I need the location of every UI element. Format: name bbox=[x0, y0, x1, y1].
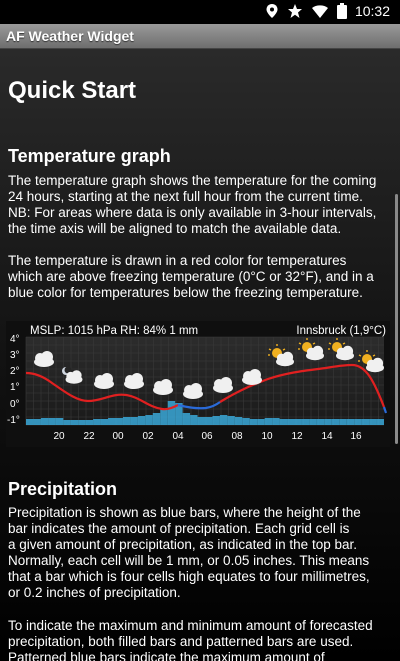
precipitation-bar bbox=[130, 417, 137, 425]
precipitation-bar bbox=[63, 420, 70, 425]
precipitation-bar bbox=[354, 419, 361, 425]
precipitation-bar bbox=[205, 417, 212, 425]
precipitation-bar bbox=[168, 401, 175, 425]
precipitation-bar bbox=[93, 419, 100, 425]
precipitation-bar bbox=[317, 419, 324, 425]
x-tick: 22 bbox=[83, 431, 95, 442]
location-icon bbox=[265, 3, 279, 19]
precipitation-bar bbox=[257, 419, 264, 425]
precipitation-bar bbox=[145, 415, 152, 425]
x-tick: 10 bbox=[261, 431, 273, 442]
precipitation-bar bbox=[295, 419, 302, 425]
battery-icon bbox=[337, 3, 347, 19]
precipitation-bar bbox=[242, 418, 249, 425]
x-tick: 14 bbox=[321, 431, 333, 442]
precipitation-bar bbox=[250, 419, 257, 425]
section-heading-temperature: Temperature graph bbox=[8, 146, 171, 166]
precipitation-bar bbox=[116, 418, 123, 425]
x-tick: 02 bbox=[142, 431, 154, 442]
section-heading-precipitation: Precipitation bbox=[8, 479, 118, 499]
precipitation-bar bbox=[198, 417, 205, 425]
precipitation-bar bbox=[309, 419, 316, 425]
page-title: Quick Start bbox=[8, 77, 137, 104]
app-title-bar bbox=[0, 24, 400, 49]
precipitation-bar bbox=[71, 420, 78, 425]
precipitation-bar bbox=[153, 413, 160, 425]
temperature-line-below-freezing bbox=[384, 407, 386, 413]
star-icon bbox=[287, 3, 303, 19]
precipitation-bar bbox=[377, 419, 384, 425]
precipitation-bar bbox=[78, 420, 85, 425]
precipitation-paragraph-2: To indicate the maximum and minimum amount of forecasted precipitation, both filled bars and patterned bars are used. Patterned blue bars indicate the maximum amount of bbox=[8, 618, 373, 661]
precipitation-bar bbox=[265, 418, 272, 425]
precipitation-bar bbox=[369, 419, 376, 425]
y-axis-ticks bbox=[7, 334, 20, 426]
precipitation-bar bbox=[227, 416, 234, 425]
weather-graph-example bbox=[6, 321, 390, 447]
clock: 10:32 bbox=[354, 3, 390, 19]
app-title: AF Weather Widget bbox=[6, 28, 134, 44]
precipitation-bar bbox=[272, 418, 279, 425]
y-tick: -1° bbox=[7, 415, 20, 426]
x-tick: 16 bbox=[350, 431, 362, 442]
x-tick: 08 bbox=[231, 431, 243, 442]
y-tick: 3° bbox=[10, 350, 20, 361]
precipitation-bar bbox=[339, 419, 346, 425]
precipitation-bar bbox=[324, 419, 331, 425]
precipitation-bar bbox=[235, 417, 242, 425]
precipitation-bar bbox=[220, 415, 227, 425]
precipitation-bar bbox=[190, 415, 197, 425]
x-tick: 04 bbox=[172, 431, 184, 442]
precipitation-bar bbox=[26, 419, 33, 425]
precipitation-bar bbox=[160, 409, 167, 425]
precipitation-bar bbox=[287, 419, 294, 425]
graph-header-left: MSLP: 1015 hPa RH: 84% 1 mm bbox=[30, 325, 199, 337]
y-tick: 0° bbox=[10, 399, 20, 410]
help-content[interactable] bbox=[0, 49, 400, 661]
precipitation-bar bbox=[48, 418, 55, 425]
precipitation-bar bbox=[138, 416, 145, 425]
temperature-paragraph-2: The temperature is drawn in a red color for temperatures which are above freezing temperature (0°C or 32°F), and in a blue color for temperatures below the freezing temperature. bbox=[8, 253, 374, 300]
y-tick: 2° bbox=[10, 366, 20, 377]
precipitation-bar bbox=[332, 419, 339, 425]
precipitation-bar bbox=[56, 418, 63, 425]
x-axis-ticks bbox=[53, 431, 362, 442]
precipitation-bar bbox=[108, 418, 115, 425]
temperature-paragraph-1: The temperature graph shows the temperature for the coming 24 hours, starting at the next full hour from the current time. NB: For areas where data is only available in 3-hour intervals, the time axis will be aligned to match the available data. bbox=[8, 173, 377, 236]
y-tick: 4° bbox=[10, 334, 20, 345]
precipitation-bar bbox=[347, 419, 354, 425]
precipitation-bar bbox=[212, 416, 219, 425]
wifi-icon bbox=[311, 4, 329, 19]
precipitation-bar bbox=[41, 418, 48, 425]
precipitation-bar bbox=[123, 417, 130, 425]
y-tick: 1° bbox=[10, 382, 20, 393]
status-bar bbox=[0, 0, 400, 24]
precipitation-paragraph-1: Precipitation is shown as blue bars, where the height of the bar indicates the amount of precipitation. Each grid cell is a given amount of precipitation, as indicated in the top bar. Normally, each cell will be 1 mm, or 0.05 inches. This means that a bar which is four cells high equates to four millimetres, or 0.2 inches of precipitation. bbox=[8, 505, 370, 600]
graph-header-right: Innsbruck (1,9°C) bbox=[296, 325, 386, 337]
x-tick: 20 bbox=[53, 431, 65, 442]
scrollbar[interactable] bbox=[395, 194, 398, 444]
precipitation-bar bbox=[280, 419, 287, 425]
precipitation-bar bbox=[362, 419, 369, 425]
precipitation-bar bbox=[183, 413, 190, 425]
x-tick: 00 bbox=[112, 431, 124, 442]
x-tick: 06 bbox=[201, 431, 213, 442]
precipitation-bar bbox=[86, 420, 93, 425]
precipitation-bar bbox=[302, 419, 309, 425]
precipitation-bar bbox=[101, 419, 108, 425]
x-tick: 12 bbox=[291, 431, 303, 442]
precipitation-bar bbox=[33, 419, 40, 425]
